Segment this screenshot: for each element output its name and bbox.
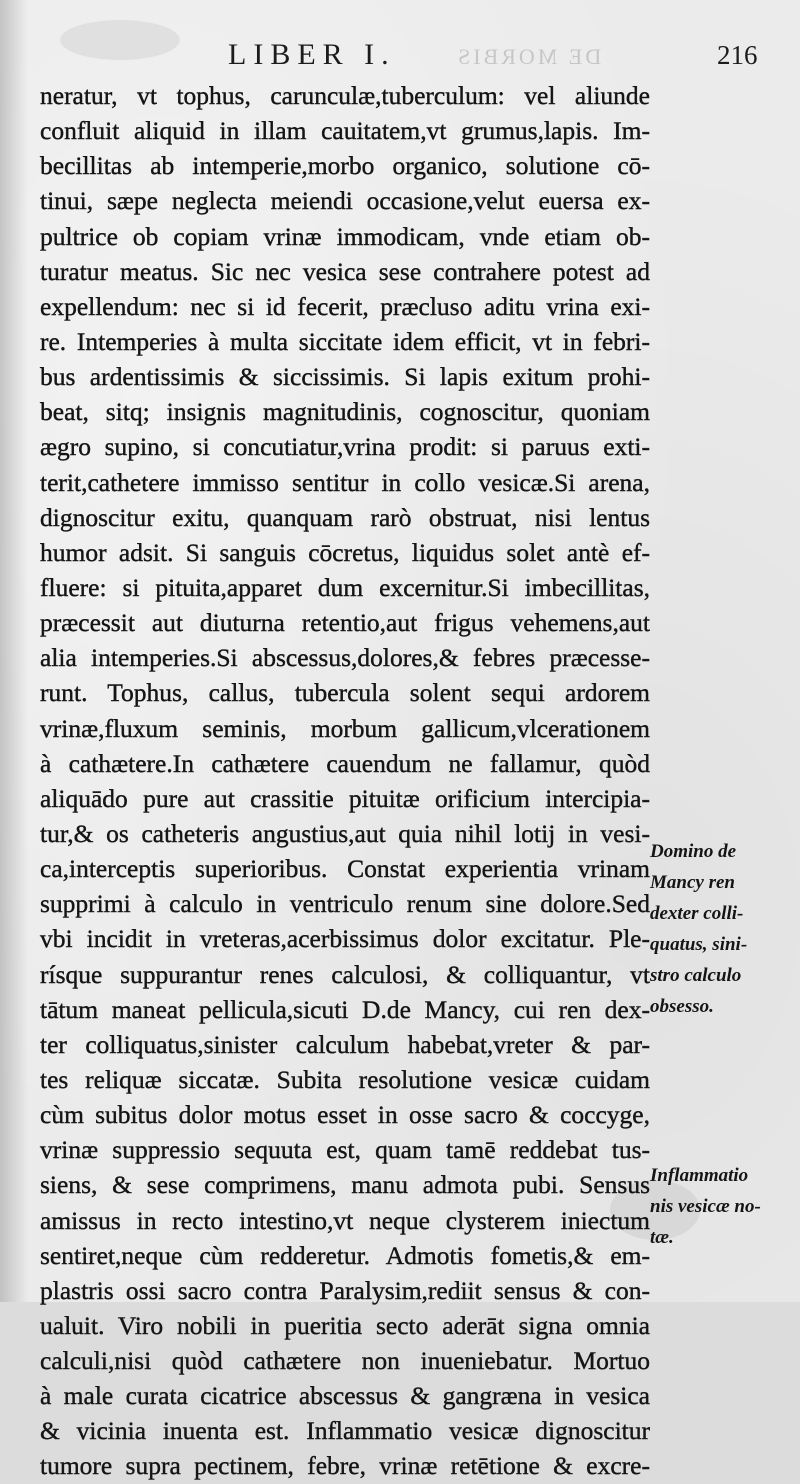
text-line: aliquādo pure aut crassitie pituitæ orificium intercipia- (40, 783, 650, 813)
text-line: à cathætere.In cathætere cauendum ne fallamur, quòd (40, 748, 650, 778)
main-text-block (40, 78, 650, 1484)
text-line: vrinæ,fluxum seminis, morbum gallicum,vlcerationem (40, 713, 650, 743)
running-head (0, 38, 800, 78)
text-line: vbi incidit in vreteras,acerbissimus dolor excitatur. Ple- (40, 924, 650, 954)
margin-note-line: Mancy ren (650, 872, 735, 893)
text-line: expellendum: nec si id fecerit, præcluso aditu vrina exi- (40, 291, 650, 321)
running-head-title: LIBER I. (228, 38, 396, 71)
text-line: amissus in recto intestino,vt neque clysterem iniectum (40, 1205, 650, 1235)
text-line: turatur meatus. Sic nec vesica sese contrahere potest ad (40, 256, 650, 286)
text-line: tinui, sæpe neglecta meiendi occasione,velut euersa ex- (40, 186, 650, 216)
text-line: siens, & sese comprimens, manu admota pubi. Sensus (40, 1170, 650, 1200)
text-line: dignoscitur exitu, quanquam rarò obstruat, nisi lentus (40, 502, 650, 532)
margin-note-line: tæ. (650, 1227, 674, 1248)
text-line: à male curata cicatrice abscessus & gangræna in vesica (40, 1381, 650, 1411)
text-line: tumore supra pectinem, febre, vrinæ retētione & excre- (40, 1451, 650, 1481)
text-line: supprimi à calculo in ventriculo renum sine dolore.Sed (40, 889, 650, 919)
text-line: becillitas ab intemperie,morbo organico, solutione cō- (40, 151, 650, 181)
text-line: calculi,nisi quòd cathætere non inueniebatur. Mortuo (40, 1346, 650, 1376)
text-line: ter colliquatus,sinister calculum habebat,vreter & par- (40, 1029, 650, 1059)
text-line: ægro supino, si concutiatur,vrina prodit: si paruus exti- (40, 432, 650, 462)
text-line: confluit aliquid in illam cauitatem,vt grumus,lapis. Im- (40, 116, 650, 146)
text-line: præcessit aut diuturna retentio,aut frigus vehemens,aut (40, 608, 650, 638)
margin-note-line: stro calculo (650, 965, 742, 986)
margin-note-line: dexter colli- (650, 903, 744, 924)
text-line: ualuit. Viro nobili in pueritia secto aderāt signa omnia (40, 1310, 650, 1340)
text-line: bus ardentissimis & siccissimis. Si lapis exitum prohi- (40, 362, 650, 392)
text-line: rísque suppurantur renes calculosi, & colliquantur, vt (40, 959, 650, 989)
text-line: runt. Tophus, callus, tubercula solent sequi ardorem (40, 678, 650, 708)
text-line: neratur, vt tophus, carunculæ,tuberculum: vel aliunde (40, 81, 650, 110)
text-line: fluere: si pituita,apparet dum excernitur.Si imbecillitas, (40, 572, 650, 602)
bleed-through-text: DE MORBIS (455, 44, 602, 69)
text-line: humor adsit. Si sanguis cōcretus, liquidus solet antè ef- (40, 537, 650, 567)
text-line: tes reliquæ siccatæ. Subita resolutione vesicæ cuidam (40, 1064, 650, 1094)
text-line: tātum maneat pellicula,sicuti D.de Mancy, cui ren dex- (40, 994, 650, 1024)
text-line: beat, sitq; insignis magnitudinis, cognoscitur, quoniam (40, 397, 650, 427)
text-line: & vicinia inuenta est. Inflammatio vesicæ dignoscitur (40, 1416, 650, 1446)
text-line: plastris ossi sacro contra Paralysim,rediit sensus & con- (40, 1275, 650, 1305)
margin-note-line: quatus, sini- (650, 934, 748, 955)
margin-note-line: nis vesicæ no- (650, 1196, 761, 1217)
text-line: vrinæ suppressio sequuta est, quam tamē reddebat tus- (40, 1135, 650, 1165)
text-line: sentiret,neque cùm redderetur. Admotis fometis,& em- (40, 1240, 650, 1270)
margin-note-mancy (650, 836, 800, 1022)
text-line: terit,cathetere immisso sentitur in collo vesicæ.Si arena, (40, 467, 650, 497)
text-line: pultrice ob copiam vrinæ immodicam, vnde etiam ob- (40, 221, 650, 251)
text-line: alia intemperies.Si abscessus,dolores,& febres præcesse- (40, 643, 650, 673)
margin-note-inflammatio (650, 1160, 800, 1253)
margin-note-line: Inflammatio (650, 1165, 749, 1186)
text-line: cùm subitus dolor motus esset in osse sacro & coccyge, (40, 1100, 650, 1130)
text-line: re. Intemperies à multa siccitate idem efficit, vt in febri- (40, 326, 650, 356)
page-number: 216 (717, 40, 758, 70)
text-line: ca,interceptis superioribus. Constat experientia vrinam (40, 854, 650, 884)
margin-note-line: Domino de (650, 841, 737, 862)
margin-note-line: obsesso. (650, 996, 714, 1017)
text-line: tur,& os catheteris angustius,aut quia nihil lotij in vesi- (40, 818, 650, 848)
